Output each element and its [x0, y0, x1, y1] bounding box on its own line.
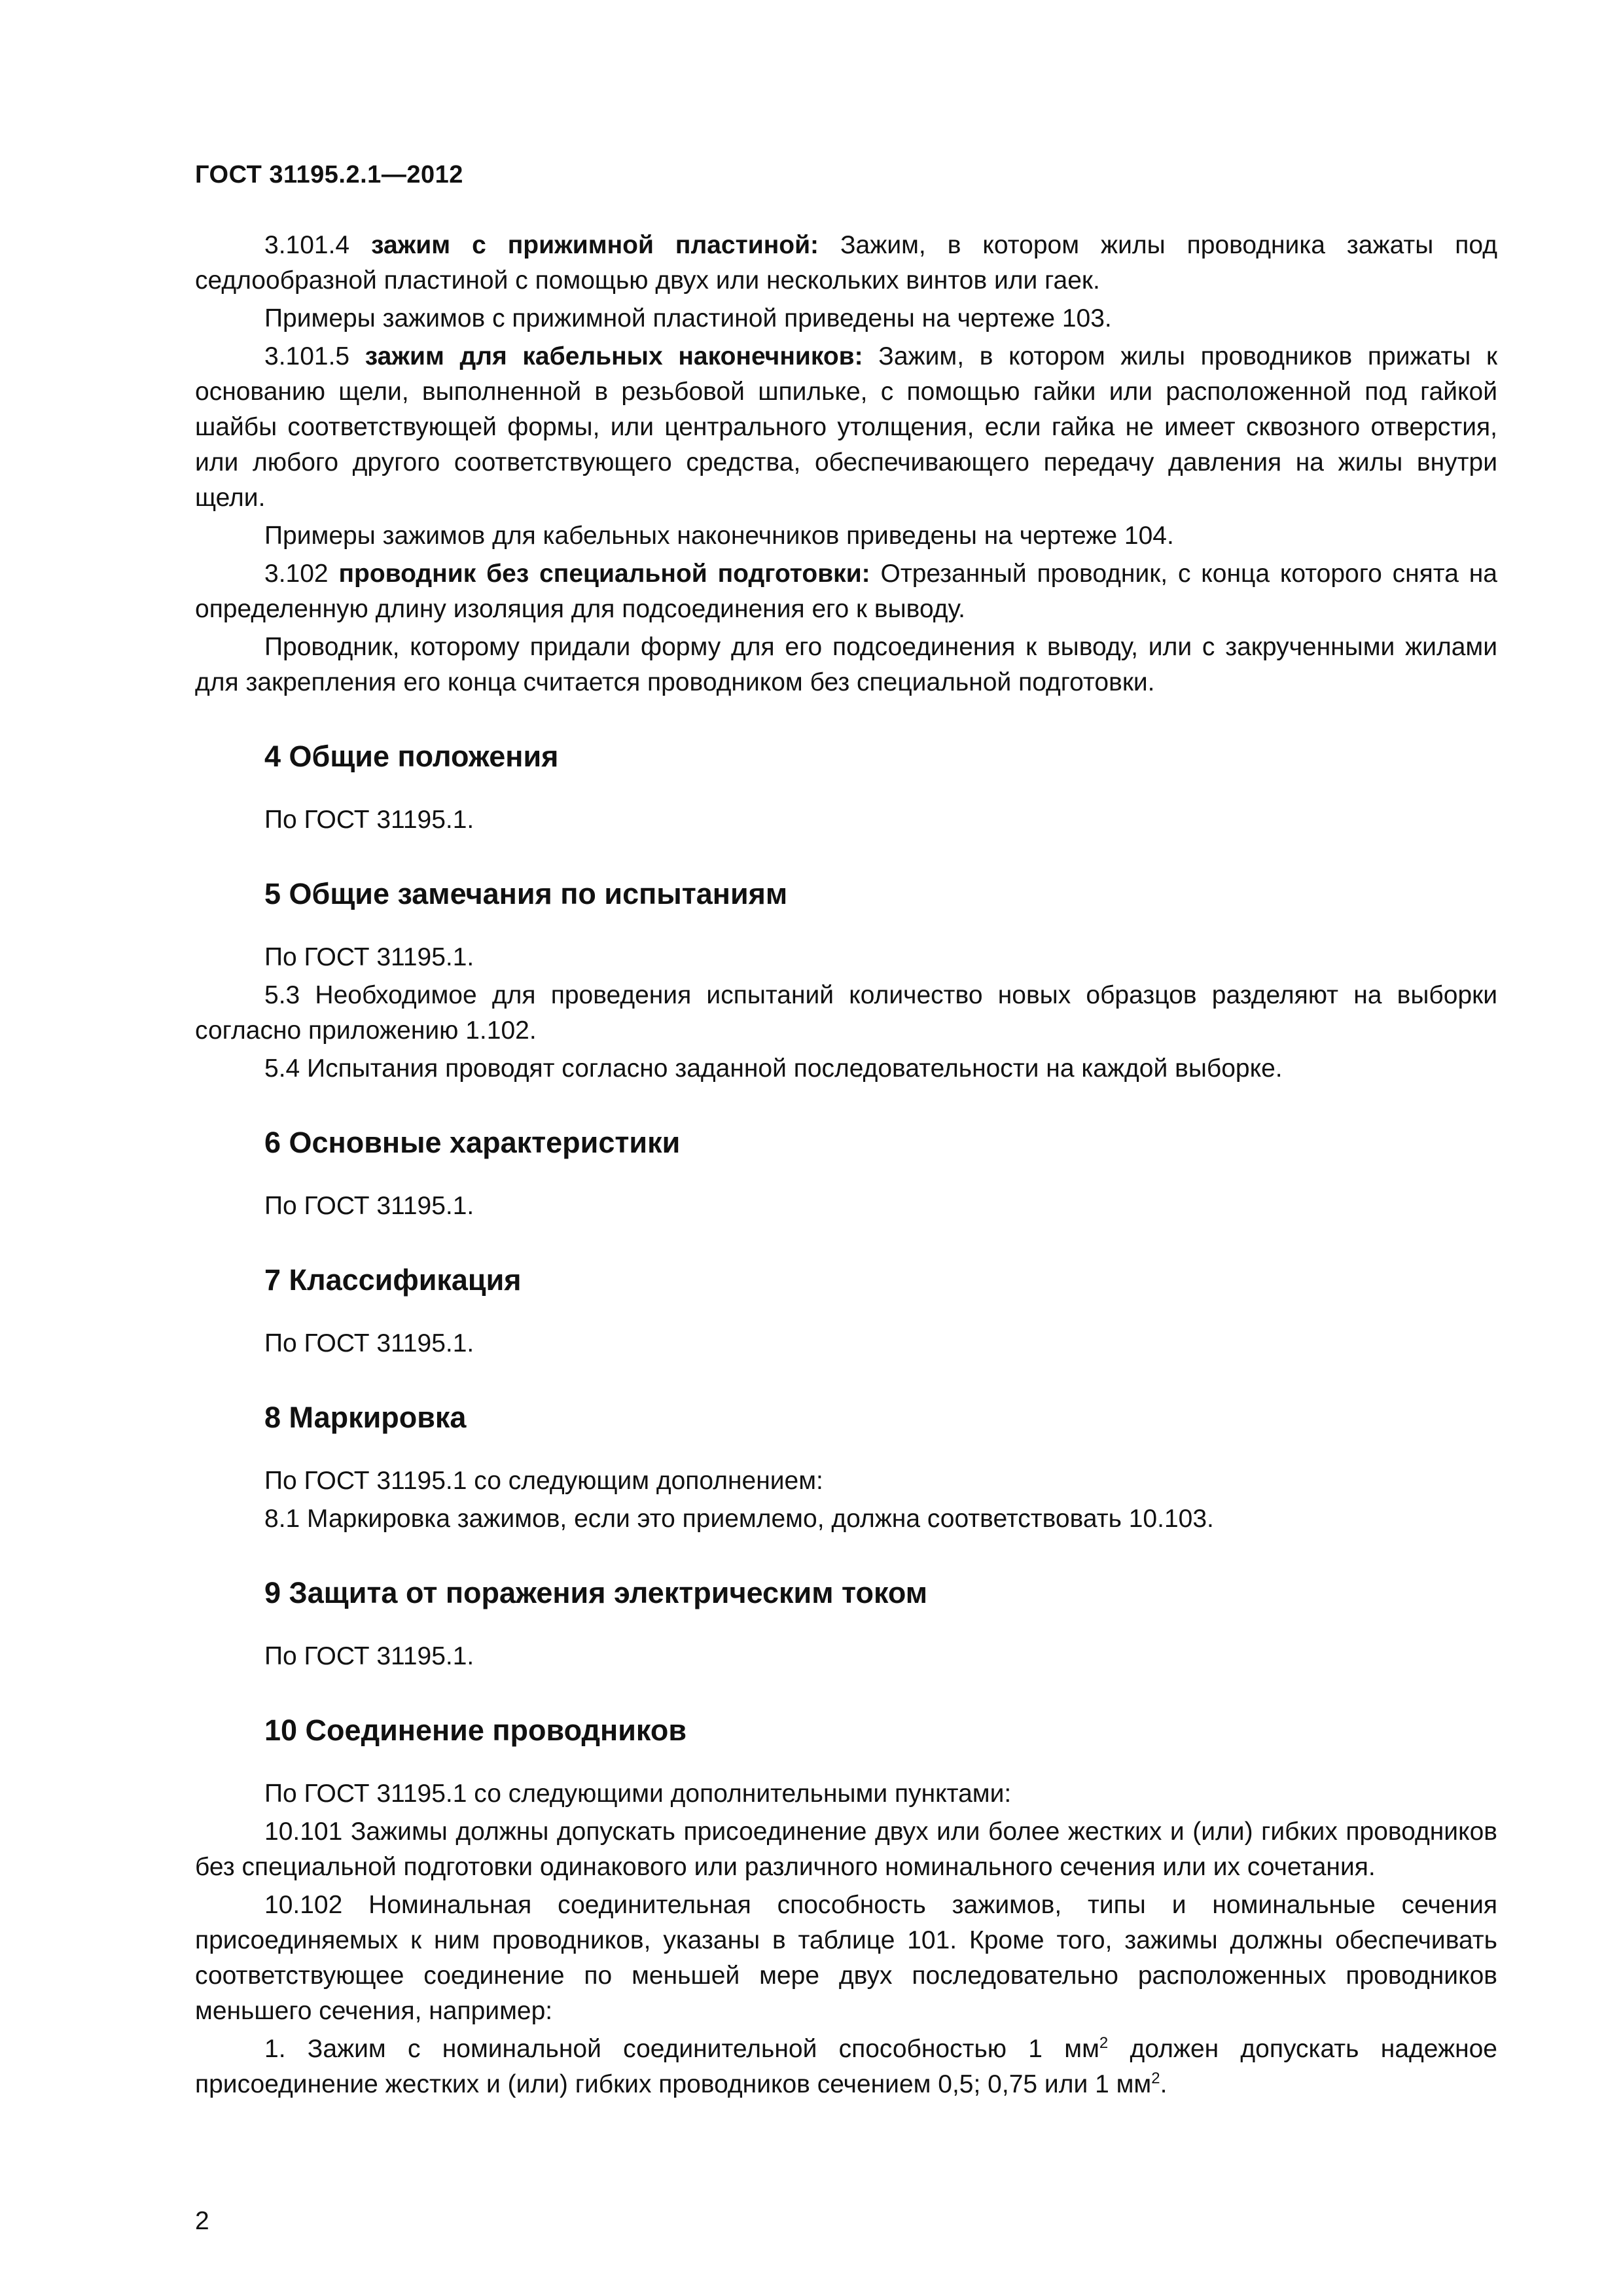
item-text: . [1160, 2070, 1168, 2098]
section-heading-10: 10 Соединение проводников [264, 1713, 687, 1747]
document-body [195, 228, 1497, 2105]
item-text: должен допускать надежное присоединение жестких и (или) гибких проводников сечением 0,5; 0,75 или 1 мм [195, 2035, 1497, 2098]
example-item-1 [195, 2032, 1497, 2102]
clause-5-3: 5.3 Необходимое для проведения испытаний количество новых образцов разделяют на выборки согласно приложению 1.102. [195, 981, 1497, 1045]
page-number: 2 [195, 2207, 209, 2235]
definition: Отрезанный проводник, с конца которого снята на определенную длину изоляция для подсоединения его к выводу. [195, 560, 1497, 623]
section-heading-9: 9 Защита от поражения электрическим током [264, 1576, 928, 1609]
term: проводник без специальной подготовки: [338, 560, 870, 588]
definition: Зажим, в котором жилы проводника зажаты под седлообразной пластиной с помощью двух или нескольких винтов или гаек. [195, 231, 1497, 295]
paragraph: По ГОСТ 31195.1. [264, 1192, 474, 1220]
item-text: 1. Зажим с номинальной соединительной способностью 1 мм [264, 2035, 1099, 2063]
paragraph: По ГОСТ 31195.1 со следующим дополнением: [264, 1467, 823, 1495]
clause-3-101-4 [195, 228, 1497, 298]
clause-3-102 [195, 556, 1497, 627]
term: зажим с прижимной пластиной: [371, 231, 819, 259]
paragraph: По ГОСТ 31195.1. [264, 1329, 474, 1357]
section-heading-6: 6 Основные характеристики [264, 1126, 681, 1159]
paragraph: Примеры зажимов для кабельных наконечников приведены на чертеже 104. [264, 522, 1174, 550]
superscript: 2 [1099, 2034, 1109, 2052]
clause-10-101: 10.101 Зажимы должны допускать присоединение двух или более жестких и (или) гибких проводников без специальной подготовки одинакового или различного номинального сечения или их сочетания. [195, 1818, 1497, 1881]
paragraph: Примеры зажимов с прижимной пластиной приведены на чертеже 103. [264, 304, 1112, 332]
clause-8-1: 8.1 Маркировка зажимов, если это приемлемо, должна соответствовать 10.103. [264, 1505, 1214, 1533]
clause-number: 3.102 [264, 560, 329, 588]
paragraph: По ГОСТ 31195.1. [264, 943, 474, 971]
paragraph: По ГОСТ 31195.1. [264, 806, 474, 834]
page-header: ГОСТ 31195.2.1—2012 [195, 161, 463, 188]
clause-5-4: 5.4 Испытания проводят согласно заданной последовательности на каждой выборке. [264, 1054, 1283, 1083]
definition: Зажим, в котором жилы проводников прижаты к основанию щели, выполненной в резьбовой шпильке, с помощью гайки или расположенной под гайкой шайбы соответствующей формы, или центрального утолщения, если гайка не имеет сквозного отверстия, или любого другого соответствующего средства, обеспечивающего передачу давления на жилы внутри щели. [195, 342, 1498, 512]
section-heading-8: 8 Маркировка [264, 1401, 467, 1434]
term: зажим для кабельных наконечников: [365, 342, 863, 370]
paragraph: Проводник, которому придали форму для его подсоединения к выводу, или с закрученными жилами для закрепления его конца считается проводником без специальной подготовки. [195, 633, 1497, 696]
section-heading-5: 5 Общие замечания по испытаниям [264, 877, 788, 910]
clause-3-101-5 [195, 339, 1497, 516]
section-heading-4: 4 Общие положения [264, 740, 559, 773]
clause-number: 3.101.5 [264, 342, 350, 370]
paragraph: По ГОСТ 31195.1. [264, 1642, 474, 1670]
superscript: 2 [1151, 2070, 1160, 2087]
clause-10-102: 10.102 Номинальная соединительная способность зажимов, типы и номинальные сечения присоединяемых к ним проводников, указаны в таблице 101. Кроме того, зажимы должны обеспечивать соответствующее соединение по меньшей мере двух последовательно расположенных проводников меньшего сечения, например: [195, 1891, 1497, 2025]
clause-number: 3.101.4 [264, 231, 350, 259]
paragraph: По ГОСТ 31195.1 со следующими дополнительными пунктами: [264, 1780, 1012, 1808]
section-heading-7: 7 Классификация [264, 1263, 522, 1297]
